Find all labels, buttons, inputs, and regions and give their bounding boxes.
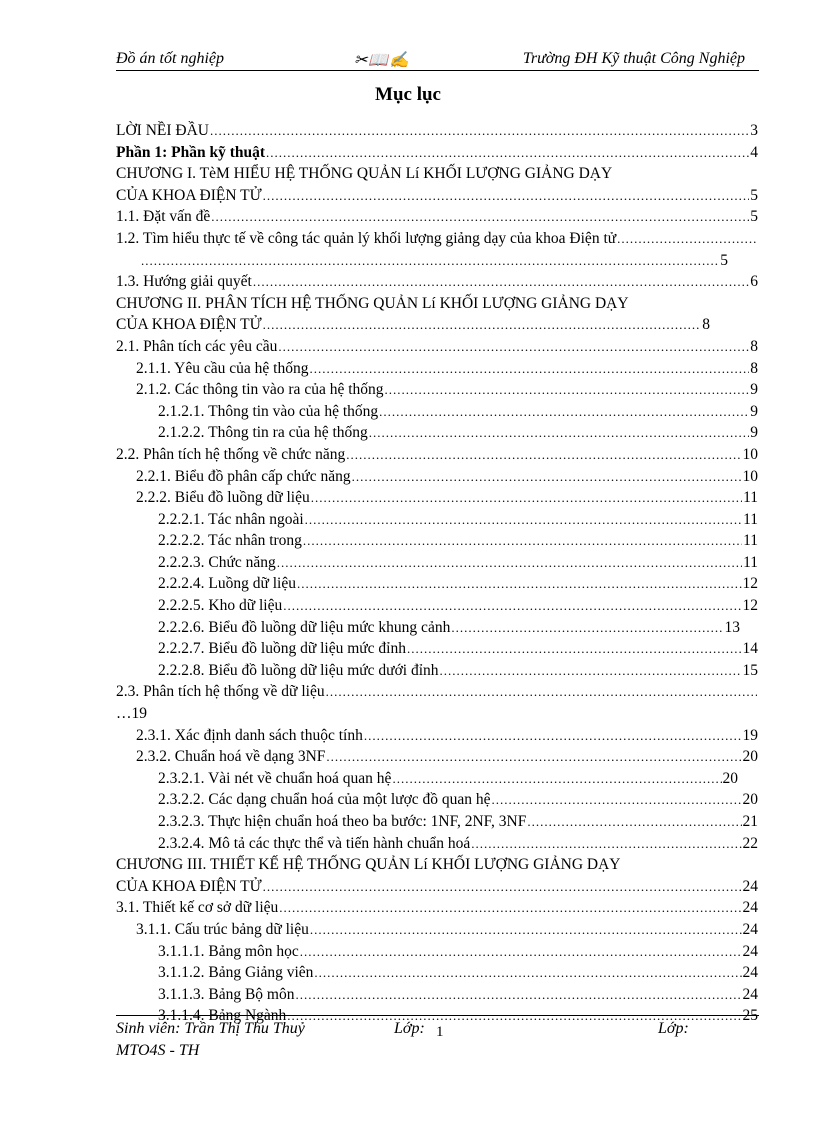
toc-entry-label: 3.1.1.1. Bảng môn học xyxy=(158,942,299,960)
toc-leader xyxy=(311,487,742,509)
toc-leader xyxy=(440,660,742,682)
toc-entry-label: 2.2.2.8. Biểu đồ luồng dữ liệu mức dưới đỉnh xyxy=(158,661,439,679)
toc-entry[interactable] xyxy=(116,789,758,811)
toc-entry-label: 2.1.1. Yêu cầu của hệ thống xyxy=(136,359,309,377)
toc-entry-label: 2.2.2.7. Biểu đồ luồng dữ liệu mức đỉnh xyxy=(158,640,406,658)
footer-student-name: Sinh viên: Trần Thị Thu Thuỷ xyxy=(116,1020,305,1037)
toc-entry[interactable] xyxy=(116,358,758,380)
toc-leader xyxy=(300,941,742,963)
toc-entry[interactable] xyxy=(116,681,758,703)
toc-entry-page: 21 xyxy=(742,813,758,830)
toc-entry[interactable] xyxy=(116,617,758,639)
toc-entry-label: 2.3.2.4. Mô tả các thực thể và tiến hành chuẩn hoá xyxy=(158,834,471,852)
toc-entry[interactable] xyxy=(116,768,758,790)
header-right-text: Trường ĐH Kỹ thuật Công Nghiệp xyxy=(522,50,745,67)
toc-leader xyxy=(492,789,742,811)
toc-entry[interactable] xyxy=(116,271,758,293)
toc-entry-page: 20 xyxy=(742,748,758,766)
toc-entry-page: 13 xyxy=(724,618,740,636)
toc-entry[interactable] xyxy=(116,228,758,250)
toc-entry-label: 2.1.2.1. Thông tin vào của hệ thống xyxy=(158,402,379,420)
toc-leader xyxy=(407,638,742,660)
toc-entry-continuation[interactable] xyxy=(116,703,758,725)
toc-entry-page: 11 xyxy=(743,553,758,571)
toc-entry-page: 15 xyxy=(742,661,758,679)
toc-entry-label: 3.1.1. Cấu trúc bảng dữ liệu xyxy=(136,920,309,938)
toc-entry-page: 20 xyxy=(742,791,758,809)
toc-leader xyxy=(210,120,749,142)
toc-entry-label: Phần 1: Phần kỹ thuật xyxy=(116,143,266,161)
footer-class-label: Lớp: xyxy=(394,1020,425,1037)
toc-entry[interactable] xyxy=(116,962,758,984)
toc-leader xyxy=(392,768,721,790)
toc-entry-page: 25 xyxy=(742,1007,758,1025)
toc-leader xyxy=(263,314,702,336)
toc-entry[interactable] xyxy=(116,833,758,855)
toc-entry[interactable] xyxy=(116,142,758,164)
toc-leader xyxy=(296,984,742,1006)
toc-entry-page: 11 xyxy=(743,489,758,507)
toc-leader xyxy=(369,422,749,444)
toc-entry[interactable] xyxy=(116,811,758,833)
toc-entry[interactable] xyxy=(116,660,758,682)
toc-entry[interactable] xyxy=(116,509,758,531)
toc-entry-page: 5 xyxy=(750,186,758,204)
toc-entry-label: 3.1.1.2. Bảng Giảng viên xyxy=(158,964,314,982)
toc-entry-label: 2.3.2.3. Thực hiện chuẩn hoá theo ba bước: 1NF, 2NF, 3NF xyxy=(158,813,527,830)
toc-entry[interactable] xyxy=(116,422,758,444)
toc-entry-label: 2.2.2.2. Tác nhân trong xyxy=(158,532,302,550)
toc-leader xyxy=(283,595,741,617)
toc-entry[interactable] xyxy=(116,595,758,617)
toc-entry-page: 12 xyxy=(742,597,758,615)
table-of-contents xyxy=(116,120,758,1027)
toc-entry-label: 2.2.2.3. Chức năng xyxy=(158,553,276,571)
toc-leader xyxy=(451,617,723,639)
toc-entry-label: 2.3.1. Xác định danh sách thuộc tính xyxy=(136,726,363,744)
toc-leader xyxy=(266,142,749,164)
toc-entry[interactable] xyxy=(116,552,758,574)
toc-entry-label: 2.1.2.2. Thông tin ra của hệ thống xyxy=(158,424,368,442)
toc-entry-label: 3.1. Thiết kế cơ sở dữ liệu xyxy=(116,899,279,917)
toc-entry-page: 12 xyxy=(742,575,758,593)
toc-leader xyxy=(310,919,742,941)
toc-entry-label: 2.3.2.1. Vài nét về chuẩn hoá quan hệ xyxy=(158,769,392,787)
toc-entry-page: 4 xyxy=(750,143,758,161)
toc-entry-page: 24 xyxy=(742,942,758,960)
page-title: Mục lục xyxy=(375,84,441,105)
toc-entry-page: 14 xyxy=(742,640,758,658)
toc-entry[interactable] xyxy=(116,638,758,660)
toc-entry-page: 20 xyxy=(722,769,738,787)
toc-entry-page: 3 xyxy=(750,122,758,139)
toc-entry-page: 24 xyxy=(742,964,758,982)
toc-entry[interactable] xyxy=(116,530,758,552)
toc-entry-label: 2.2. Phân tích hệ thống về chức năng xyxy=(116,445,346,463)
toc-leader xyxy=(352,466,742,488)
page-header xyxy=(116,48,759,71)
toc-entry[interactable] xyxy=(116,876,758,898)
toc-entry-label: 2.3.2.2. Các dạng chuẩn hoá của một lược đồ quan hệ xyxy=(158,791,491,809)
toc-entry-label: 2.2.2.6. Biểu đồ luồng dữ liệu mức khung cảnh xyxy=(158,618,451,636)
toc-leader xyxy=(278,336,749,358)
toc-entry[interactable] xyxy=(116,185,758,207)
toc-entry-page: 9 xyxy=(750,402,758,420)
toc-entry-page: 9 xyxy=(750,424,758,442)
toc-leader xyxy=(297,573,742,595)
toc-leader xyxy=(314,962,741,984)
toc-leader xyxy=(253,271,749,293)
toc-entry[interactable] xyxy=(116,444,758,466)
toc-entry-page: 24 xyxy=(742,985,758,1003)
toc-entry[interactable] xyxy=(116,746,758,768)
toc-entry-page: 6 xyxy=(750,273,758,291)
toc-leader xyxy=(263,876,742,898)
toc-entry[interactable] xyxy=(116,401,758,423)
toc-entry-page: 19 xyxy=(742,726,758,744)
toc-entry-label: CHƯƠNG III. THIẾT KẾ HỆ THỐNG QUẢN Lí KHỐI LƯỢNG GIẢNG DẠY xyxy=(116,856,621,874)
toc-entry[interactable] xyxy=(116,120,758,142)
page-number: 1 xyxy=(436,1024,444,1040)
toc-entry[interactable] xyxy=(116,336,758,358)
footer-class-label-2: Lớp: xyxy=(658,1020,689,1037)
toc-entry-label: LỜI NỀI ĐẦU xyxy=(116,122,209,139)
toc-entry[interactable] xyxy=(116,573,758,595)
footer-class-code: MTO4S - TH xyxy=(116,1042,200,1059)
page-footer xyxy=(116,1015,759,1059)
toc-leader xyxy=(279,897,741,919)
toc-entry[interactable] xyxy=(116,206,758,228)
toc-leader xyxy=(309,358,749,380)
toc-entry[interactable] xyxy=(116,725,758,747)
toc-entry-label: CHƯƠNG I. TèM HIỂU HỆ THỐNG QUẢN Lí KHỐI LƯỢNG GIẢNG DẠY xyxy=(116,165,613,183)
toc-leader xyxy=(617,228,757,250)
toc-leader xyxy=(211,206,749,228)
toc-leader xyxy=(379,401,749,423)
toc-entry-continuation[interactable] xyxy=(116,250,758,272)
toc-entry-page: 11 xyxy=(743,532,758,550)
toc-leader xyxy=(303,530,742,552)
toc-entry-label: 3.1.1.3. Bảng Bộ môn xyxy=(158,985,295,1003)
toc-entry[interactable] xyxy=(116,466,758,488)
toc-entry-label: CỦA KHOA ĐIỆN TỬ xyxy=(116,316,262,334)
toc-entry-label: 2.1.2. Các thông tin vào ra của hệ thống xyxy=(136,381,384,399)
toc-leader xyxy=(305,509,742,531)
toc-entry[interactable] xyxy=(116,314,758,336)
toc-entry-label: CỦA KHOA ĐIỆN TỬ xyxy=(116,186,262,204)
toc-entry-label: 2.2.2.4. Luồng dữ liệu xyxy=(158,575,296,593)
toc-entry[interactable] xyxy=(116,919,758,941)
toc-entry[interactable] xyxy=(116,941,758,963)
header-ornament: ✂📖✍ xyxy=(354,52,411,69)
toc-leader xyxy=(277,552,742,574)
toc-entry-label: 2.3.2. Chuẩn hoá về dạng 3NF xyxy=(136,748,326,766)
toc-entry-label: 2.1. Phân tích các yêu cầu xyxy=(116,337,278,355)
toc-entry-page: 8 xyxy=(750,359,758,377)
toc-entry-label: 2.2.1. Biểu đồ phân cấp chức năng xyxy=(136,467,351,485)
toc-entry-page: 8 xyxy=(750,337,758,355)
toc-leader xyxy=(346,444,741,466)
toc-leader xyxy=(326,681,757,703)
toc-entry-page: 10 xyxy=(742,467,758,485)
toc-entry-page: 5 xyxy=(720,251,728,269)
toc-entry-label: 2.2.2. Biểu đồ luồng dữ liệu xyxy=(136,489,310,507)
toc-leader xyxy=(141,250,719,272)
toc-entry-page: 8 xyxy=(702,316,710,334)
toc-leader xyxy=(385,379,750,401)
toc-entry-label: 2.2.2.1. Tác nhân ngoài xyxy=(158,510,304,528)
toc-entry-page: 22 xyxy=(742,834,758,852)
toc-leader xyxy=(471,833,741,855)
toc-entry-page: 24 xyxy=(742,877,758,895)
toc-entry-label: CHƯƠNG II. PHÂN TÍCH HỆ THỐNG QUẢN Lí KHỐI LƯỢNG GIẢNG DẠY xyxy=(116,294,629,312)
toc-entry-label: 1.3. Hướng giải quyết xyxy=(116,273,252,291)
toc-leader xyxy=(364,725,742,747)
toc-entry-label: CỦA KHOA ĐIỆN TỬ xyxy=(116,877,262,895)
header-left-text: Đồ án tốt nghiệp xyxy=(116,50,224,67)
toc-entry[interactable] xyxy=(116,487,758,509)
toc-entry-label: 1.1. Đặt vấn đề xyxy=(116,208,211,226)
toc-entry-page: 10 xyxy=(742,445,758,463)
toc-leader xyxy=(263,185,750,207)
toc-entry-page: 5 xyxy=(750,208,758,226)
toc-entry-page: 11 xyxy=(743,510,758,528)
toc-entry[interactable] xyxy=(116,163,758,185)
toc-leader xyxy=(527,811,741,833)
toc-entry-label: 2.3. Phân tích hệ thống về dữ liệu xyxy=(116,683,325,701)
toc-entry[interactable] xyxy=(116,854,758,876)
toc-entry[interactable] xyxy=(116,984,758,1006)
toc-entry-label: 1.2. Tìm hiểu thực tế về công tác quản lý khối lượng giảng dạy của khoa Điện tử xyxy=(116,229,617,247)
toc-entry[interactable] xyxy=(116,293,758,315)
toc-entry-label: 2.2.2.5. Kho dữ liệu xyxy=(158,597,283,615)
toc-entry-label: 3.1.1.4. Bảng Ngành xyxy=(158,1007,287,1025)
toc-entry-page: 24 xyxy=(742,920,758,938)
toc-leader xyxy=(326,746,741,768)
toc-entry-label: …19 xyxy=(116,705,147,723)
toc-entry-page: 9 xyxy=(750,381,758,399)
toc-entry[interactable] xyxy=(116,897,758,919)
toc-entry[interactable] xyxy=(116,379,758,401)
toc-entry-page: 24 xyxy=(742,899,758,917)
